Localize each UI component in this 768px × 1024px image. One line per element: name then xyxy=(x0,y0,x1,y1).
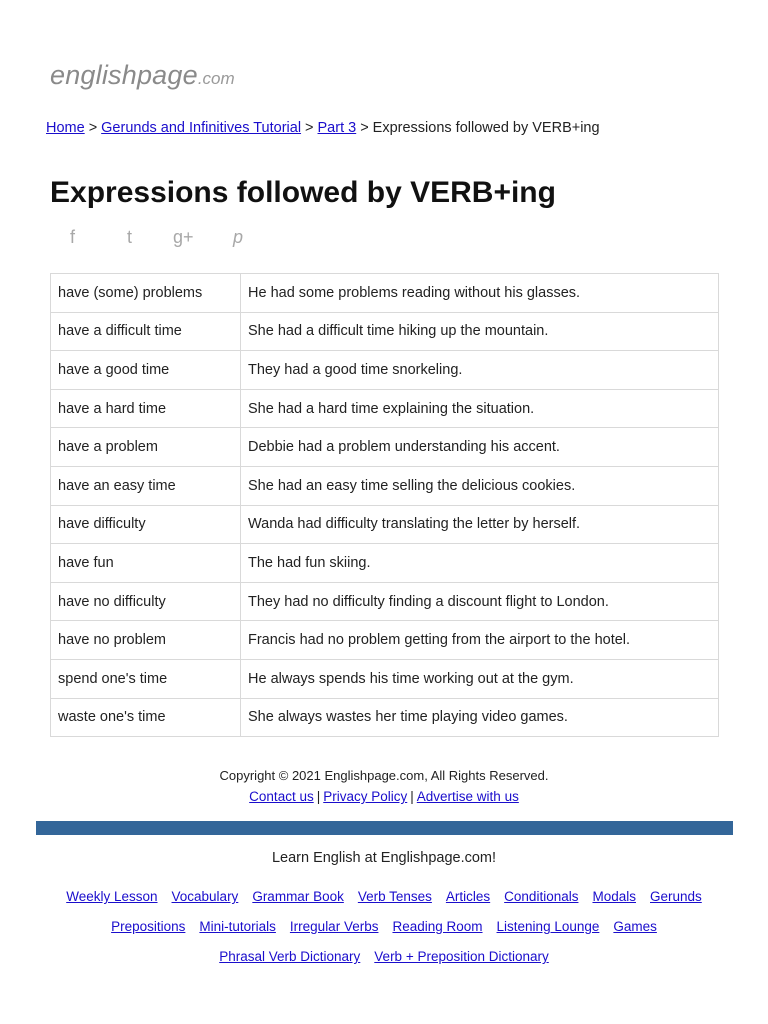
expression-cell: waste one's time xyxy=(51,698,241,737)
advertise-link[interactable]: Advertise with us xyxy=(416,789,519,804)
footer-nav-row-3 xyxy=(0,949,768,964)
footer-tagline: Learn English at Englishpage.com! xyxy=(271,850,497,866)
breadcrumb-current: Expressions followed by VERB+ing xyxy=(372,120,600,136)
breadcrumb-home-link[interactable]: Home xyxy=(46,120,85,136)
footer-blue-bar xyxy=(36,821,733,835)
breadcrumb xyxy=(46,120,600,136)
footer-nav-link[interactable]: Grammar Book xyxy=(252,889,344,904)
example-cell: He always spends his time working out at the gym. xyxy=(241,659,719,698)
breadcrumb-separator: > xyxy=(88,120,98,136)
copyright-text: Copyright © 2021 Englishpage.com, All Rights Reserved. xyxy=(219,768,549,783)
footer-nav-link[interactable]: Games xyxy=(613,919,657,934)
footer-nav-link[interactable]: Reading Room xyxy=(392,919,483,934)
table-row xyxy=(51,544,719,583)
example-cell: Francis had no problem getting from the airport to the hotel. xyxy=(241,621,719,660)
table-row xyxy=(51,659,719,698)
table-row xyxy=(51,389,719,428)
footer-nav-row-2 xyxy=(0,919,768,934)
table-row xyxy=(51,312,719,351)
expression-cell: have no difficulty xyxy=(51,582,241,621)
google-plus-icon[interactable]: g+ xyxy=(173,227,194,247)
footer-nav-link[interactable]: Irregular Verbs xyxy=(289,919,379,934)
contact-us-link[interactable]: Contact us xyxy=(249,789,314,804)
example-cell: She had a difficult time hiking up the mountain. xyxy=(241,312,719,351)
table-row xyxy=(51,274,719,313)
expression-cell: have difficulty xyxy=(51,505,241,544)
footer-divider: | xyxy=(410,789,414,804)
table-row xyxy=(51,351,719,390)
logo-tld-text: .com xyxy=(197,69,235,88)
expressions-table xyxy=(50,273,719,737)
example-cell: They had no difficulty finding a discount flight to London. xyxy=(241,582,719,621)
privacy-policy-link[interactable]: Privacy Policy xyxy=(323,789,408,804)
footer-nav-link[interactable]: Weekly Lesson xyxy=(66,889,158,904)
footer-nav-link[interactable]: Phrasal Verb Dictionary xyxy=(219,949,361,964)
table-row xyxy=(51,582,719,621)
table-row xyxy=(51,466,719,505)
breadcrumb-part-link[interactable]: Part 3 xyxy=(317,120,357,136)
twitter-icon[interactable]: t xyxy=(127,227,133,247)
footer-nav-link[interactable]: Modals xyxy=(592,889,636,904)
breadcrumb-separator: > xyxy=(305,120,314,136)
footer-legal-links xyxy=(0,789,768,804)
table-row xyxy=(51,698,719,737)
logo-main-text: englishpage xyxy=(50,60,198,90)
footer-nav-link[interactable]: Articles xyxy=(445,889,491,904)
example-cell: Debbie had a problem understanding his accent. xyxy=(241,428,719,467)
expression-cell: have no problem xyxy=(51,621,241,660)
expression-cell: have fun xyxy=(51,544,241,583)
expression-cell: have an easy time xyxy=(51,466,241,505)
table-row xyxy=(51,621,719,660)
pinterest-icon[interactable]: p xyxy=(233,227,244,247)
example-cell: They had a good time snorkeling. xyxy=(241,351,719,390)
example-cell: He had some problems reading without his glasses. xyxy=(241,274,719,313)
expressions-table-body xyxy=(51,274,719,737)
expression-cell: have a difficult time xyxy=(51,312,241,351)
footer-nav-link[interactable]: Listening Lounge xyxy=(496,919,600,934)
footer-nav-row-1 xyxy=(0,889,768,904)
share-bar xyxy=(70,227,263,248)
example-cell: Wanda had difficulty translating the letter by herself. xyxy=(241,505,719,544)
facebook-icon[interactable]: f xyxy=(70,227,76,247)
example-cell: She had a hard time explaining the situation. xyxy=(241,389,719,428)
expression-cell: have a hard time xyxy=(51,389,241,428)
expression-cell: have a problem xyxy=(51,428,241,467)
breadcrumb-tutorial-link[interactable]: Gerunds and Infinitives Tutorial xyxy=(101,120,302,136)
breadcrumb-separator: > xyxy=(360,120,369,136)
table-row xyxy=(51,505,719,544)
example-cell: She always wastes her time playing video games. xyxy=(241,698,719,737)
expression-cell: have (some) problems xyxy=(51,274,241,313)
example-cell: The had fun skiing. xyxy=(241,544,719,583)
footer-nav-link[interactable]: Vocabulary xyxy=(171,889,239,904)
footer-nav-link[interactable]: Prepositions xyxy=(111,919,186,934)
footer-nav-link[interactable]: Verb + Preposition Dictionary xyxy=(374,949,549,964)
expression-cell: have a good time xyxy=(51,351,241,390)
footer-nav-link[interactable]: Conditionals xyxy=(504,889,579,904)
footer-nav-link[interactable]: Gerunds xyxy=(650,889,702,904)
footer-divider: | xyxy=(316,789,321,804)
table-row xyxy=(51,428,719,467)
page-title: Expressions followed by VERB+ing xyxy=(50,176,556,209)
footer-nav-link[interactable]: Verb Tenses xyxy=(357,889,432,904)
site-logo[interactable] xyxy=(50,60,235,91)
expression-cell: spend one's time xyxy=(51,659,241,698)
footer-nav-link[interactable]: Mini-tutorials xyxy=(199,919,276,934)
example-cell: She had an easy time selling the delicious cookies. xyxy=(241,466,719,505)
